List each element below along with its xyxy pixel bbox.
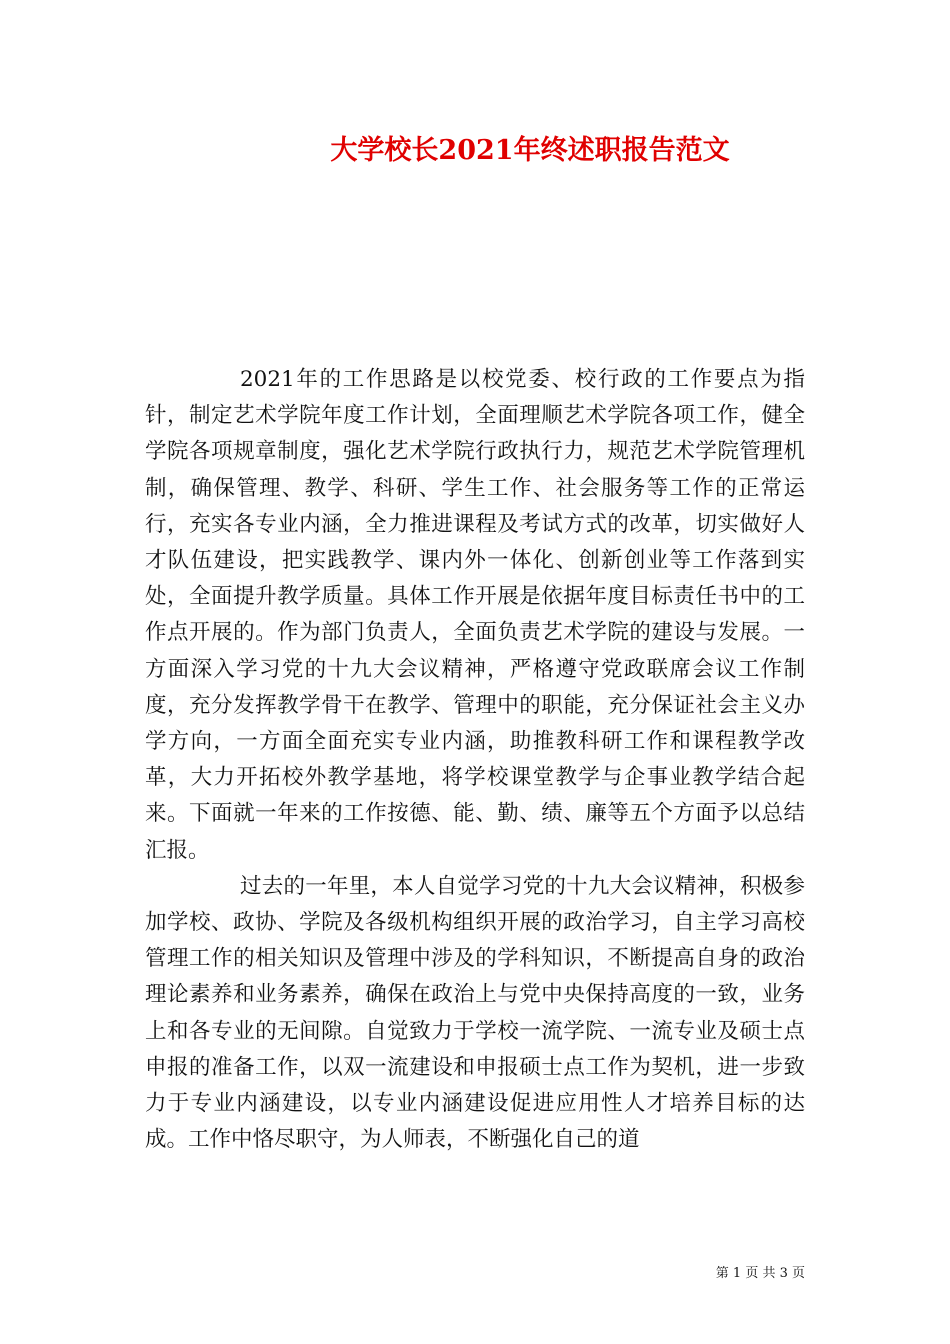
- paragraph-2: 过去的一年里，本人自觉学习党的十九大会议精神，积极参加学校、政协、学院及各级机构组织开展的政治学习，自主学习高校管理工作的相关知识及管理中涉及的学科知识，不断提高自身的政治理论素养和业务素养，确保在政治上与党中央保持高度的一致，业务上和各专业的无间隙。自觉致力于学校一流学院、一流专业及硕士点申报的准备工作，以双一流建设和申报硕士点工作为契机，进一步致力于专业内涵建设，以专业内涵建设促进应用性人才培养目标的达成。工作中恪尽职守，为人师表，不断强化自己的道: [145, 873, 805, 1153]
- page-footer: 第 1 页 共 3 页: [715, 1266, 805, 1281]
- document-title: 大学校长2021年终述职报告范文: [330, 135, 730, 166]
- document-body: [145, 362, 805, 1158]
- paragraph-1: 2021年的工作思路是以校党委、校行政的工作要点为指针，制定艺术学院年度工作计划，全面理顺艺术学院各项工作，健全学院各项规章制度，强化艺术学院行政执行力，规范艺术学院管理机制，确保管理、教学、科研、学生工作、社会服务等工作的正常运行，充实各专业内涵，全力推进课程及考试方式的改革，切实做好人才队伍建设，把实践教学、课内外一体化、创新创业等工作落到实处，全面提升教学质量。具体工作开展是依据年度目标责任书中的工作点开展的。作为部门负责人，全面负责艺术学院的建设与发展。一方面深入学习党的十九大会议精神，严格遵守党政联席会议工作制度，充分发挥教学骨干在教学、管理中的职能，充分保证社会主义办学方向，一方面全面充实专业内涵，助推教科研工作和课程教学改革，大力开拓校外教学基地，将学校课堂教学与企事业教学结合起来。下面就一年来的工作按德、能、勤、绩、廉等五个方面予以总结汇报。: [145, 367, 805, 863]
